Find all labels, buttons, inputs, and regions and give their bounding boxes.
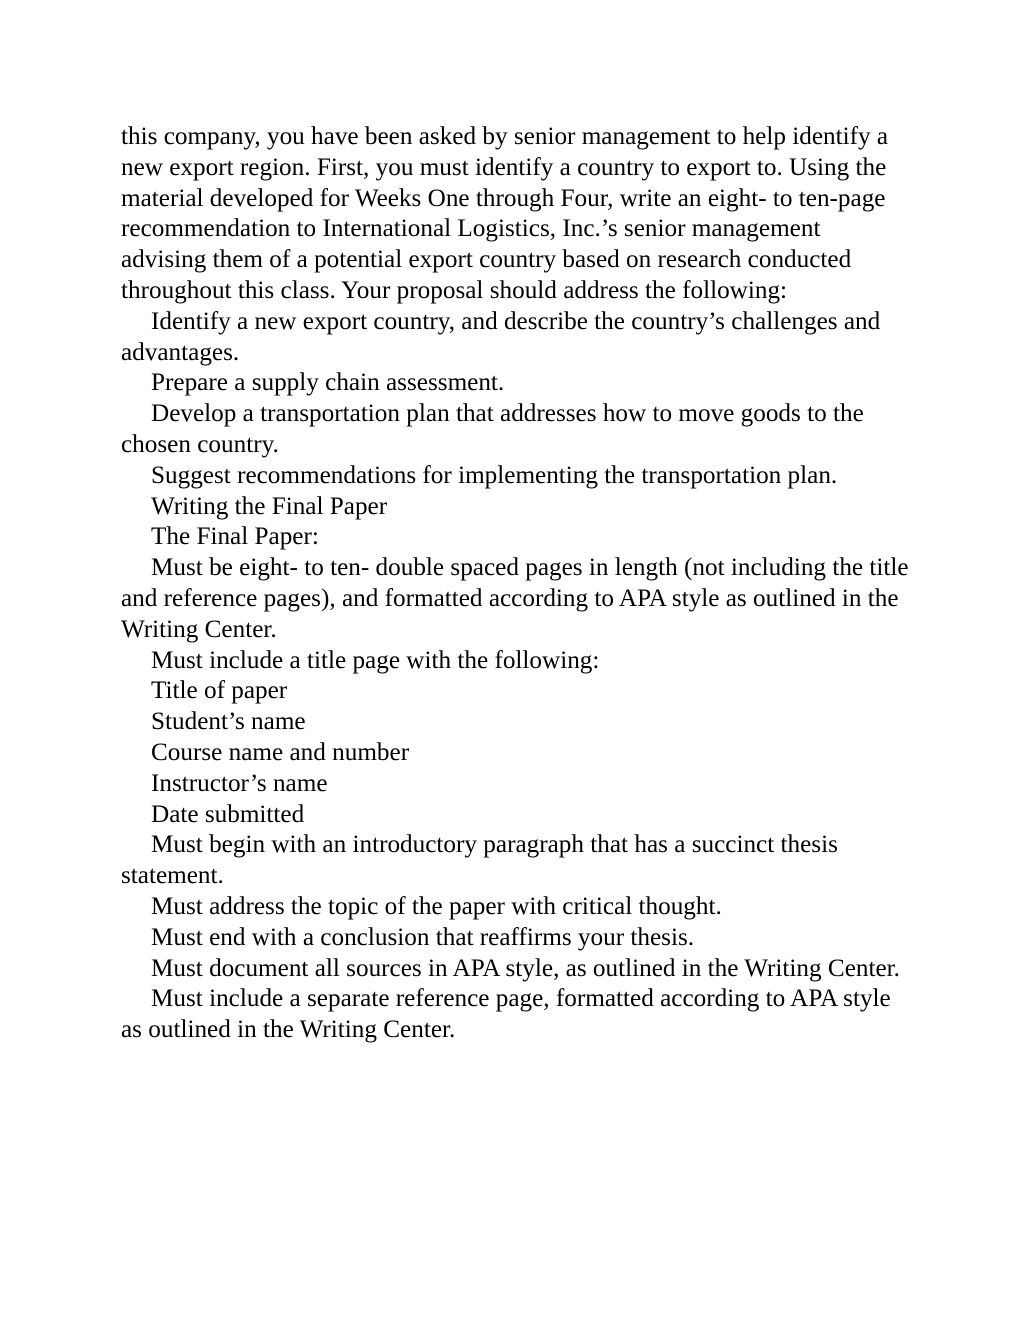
document-body xyxy=(121,122,911,1046)
paper-requirement-critical-thought: Must address the topic of the paper with critical thought. xyxy=(151,892,722,920)
paper-requirement-title-page: Must include a title page with the following: xyxy=(151,646,600,674)
paper-requirement-conclusion: Must end with a conclusion that reaffirms your thesis. xyxy=(151,923,695,951)
title-page-item-instructor: Instructor’s name xyxy=(151,769,328,797)
paper-requirement-reference-page: Must include a separate reference page, formatted according to APA style as outlined in the Writing Center. xyxy=(121,985,891,1044)
requirement-supply-chain: Prepare a supply chain assessment. xyxy=(151,369,505,397)
title-page-item-course: Course name and number xyxy=(151,738,410,766)
title-page-item-student: Student’s name xyxy=(151,708,306,736)
paper-requirement-length: Must be eight- to ten- double spaced pages in length (not including the title and reference pages), and formatted according to APA style as outlined in the Writing Center. xyxy=(121,554,909,643)
section-heading-writing: Writing the Final Paper xyxy=(151,492,388,520)
requirement-transportation-plan: Develop a transportation plan that addresses how to move goods to the chosen country. xyxy=(121,400,864,458)
requirement-recommendations: Suggest recommendations for implementing the transportation plan. xyxy=(151,461,838,489)
final-paper-label: The Final Paper: xyxy=(151,523,319,551)
title-page-item-title: Title of paper xyxy=(151,677,288,705)
intro-paragraph: this company, you have been asked by senior management to help identify a new export region. First, you must identify a country to export to. Using the material developed for Weeks One through Four, write an eight- to ten-page recommendation to International Logistics, Inc.’s senior management advising them of a potential export country based on research conducted throughout this class. Your proposal should address the following: xyxy=(121,123,889,304)
requirement-identify-country: Identify a new export country, and describe the country’s challenges and advantages. xyxy=(121,307,881,366)
paper-requirement-intro: Must begin with an introductory paragraph that has a succinct thesis statement. xyxy=(121,831,838,890)
paper-requirement-sources: Must document all sources in APA style, as outlined in the Writing Center. xyxy=(151,954,900,982)
title-page-item-date: Date submitted xyxy=(151,800,305,828)
